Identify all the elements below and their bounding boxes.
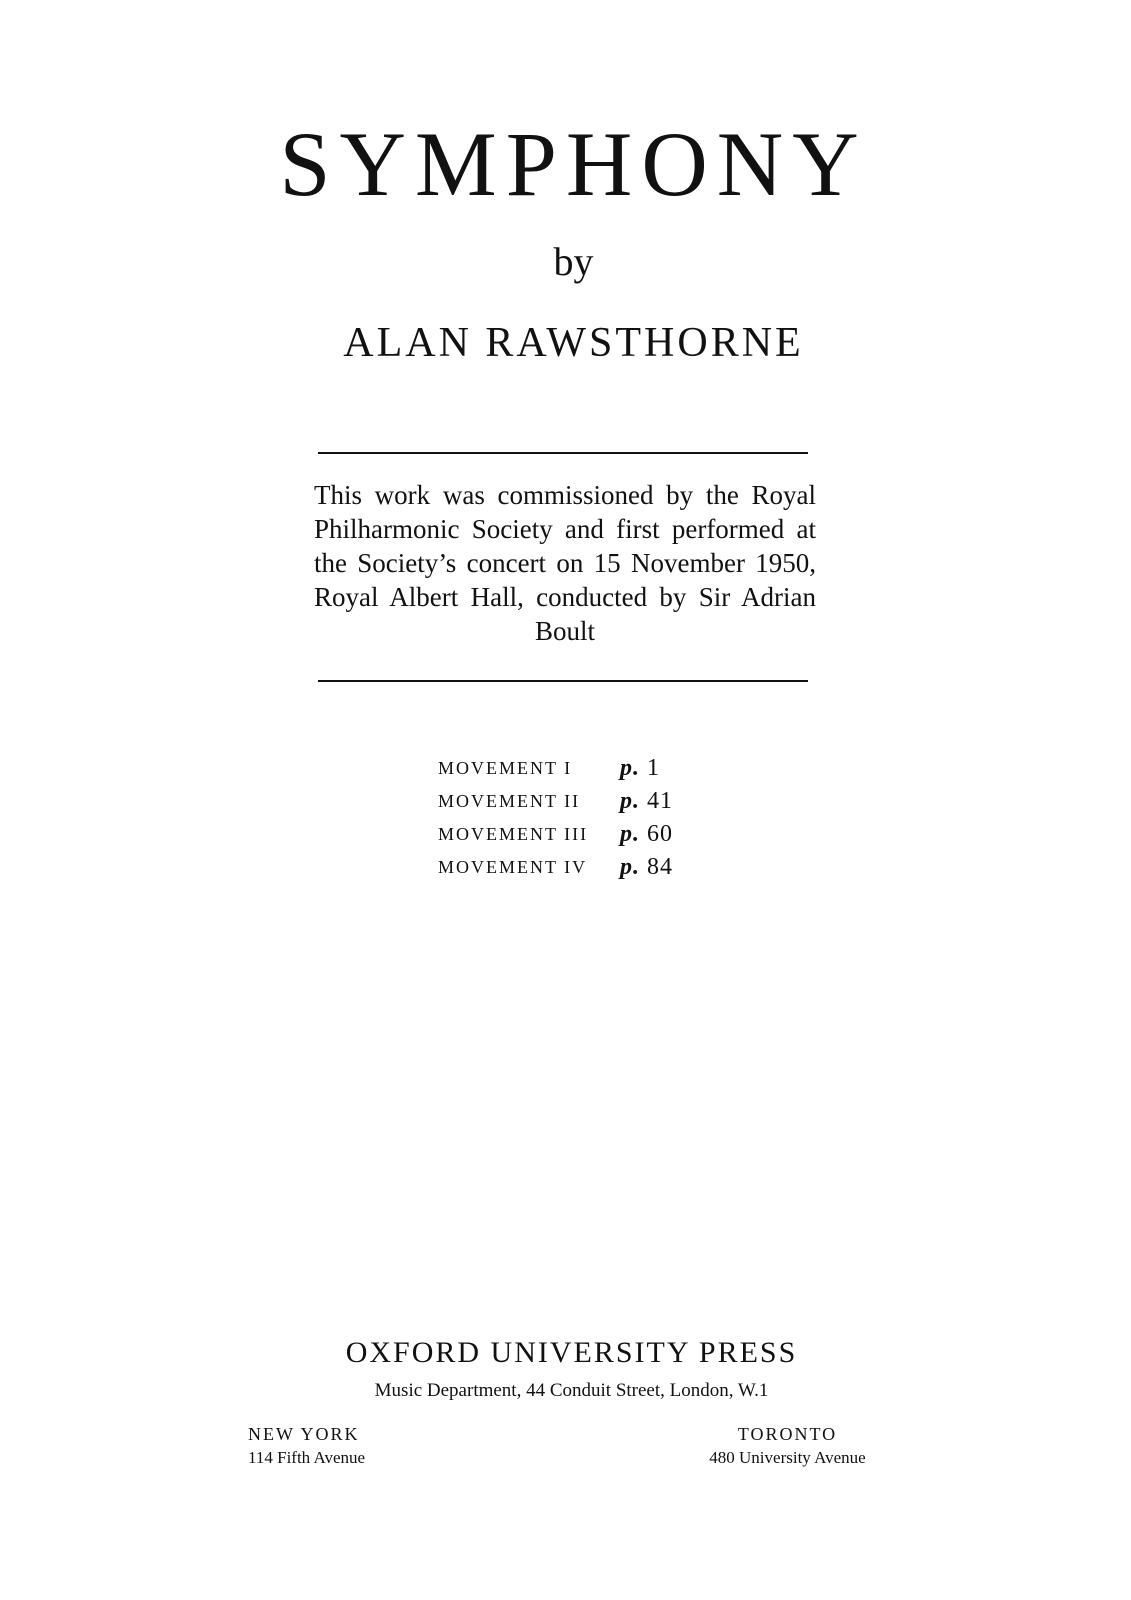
page-prefix: p. <box>620 821 640 847</box>
branch-address: 480 University Avenue <box>709 1448 866 1467</box>
contents-row <box>438 752 708 785</box>
by-line: by <box>553 239 594 284</box>
commission-note: This work was commissioned by the Royal Philharmonic Society and first performed at the Society’s concert on 15 November 1950, Royal Albert Hall, conducted by Sir Adrian Boult <box>314 480 816 646</box>
composer-name: ALAN RAWSTHORNE <box>343 320 804 366</box>
movement-label: MOVEMENT II <box>438 791 581 811</box>
movement-label: MOVEMENT III <box>438 824 589 844</box>
top-divider <box>318 452 808 454</box>
branch-new-york <box>248 1422 365 1470</box>
page-number: 41 <box>647 788 673 814</box>
movement-label: MOVEMENT I <box>438 758 573 778</box>
page-prefix: p. <box>620 854 640 880</box>
page-number: 84 <box>647 854 673 880</box>
branch-city: NEW YORK <box>248 1424 360 1444</box>
branch-city: TORONTO <box>737 1424 838 1444</box>
page-number: 1 <box>647 755 660 781</box>
bottom-divider <box>318 680 808 682</box>
page-prefix: p. <box>620 788 640 814</box>
movement-page <box>620 755 660 782</box>
table-of-contents <box>438 752 708 884</box>
contents-row <box>438 785 708 818</box>
movement-page <box>620 854 673 881</box>
publisher-name: OXFORD UNIVERSITY PRESS <box>345 1336 798 1369</box>
publisher-address: Music Department, 44 Conduit Street, London, W.1 <box>374 1380 769 1401</box>
branch-toronto <box>690 1422 885 1470</box>
page-title: SYMPHONY <box>279 113 868 215</box>
movement-page <box>620 788 673 815</box>
contents-row <box>438 818 708 851</box>
page-number: 60 <box>647 821 673 847</box>
movement-label: MOVEMENT IV <box>438 857 588 877</box>
contents-row <box>438 851 708 884</box>
movement-page <box>620 821 673 848</box>
branch-address: 114 Fifth Avenue <box>248 1448 366 1467</box>
page-prefix: p. <box>620 755 640 781</box>
